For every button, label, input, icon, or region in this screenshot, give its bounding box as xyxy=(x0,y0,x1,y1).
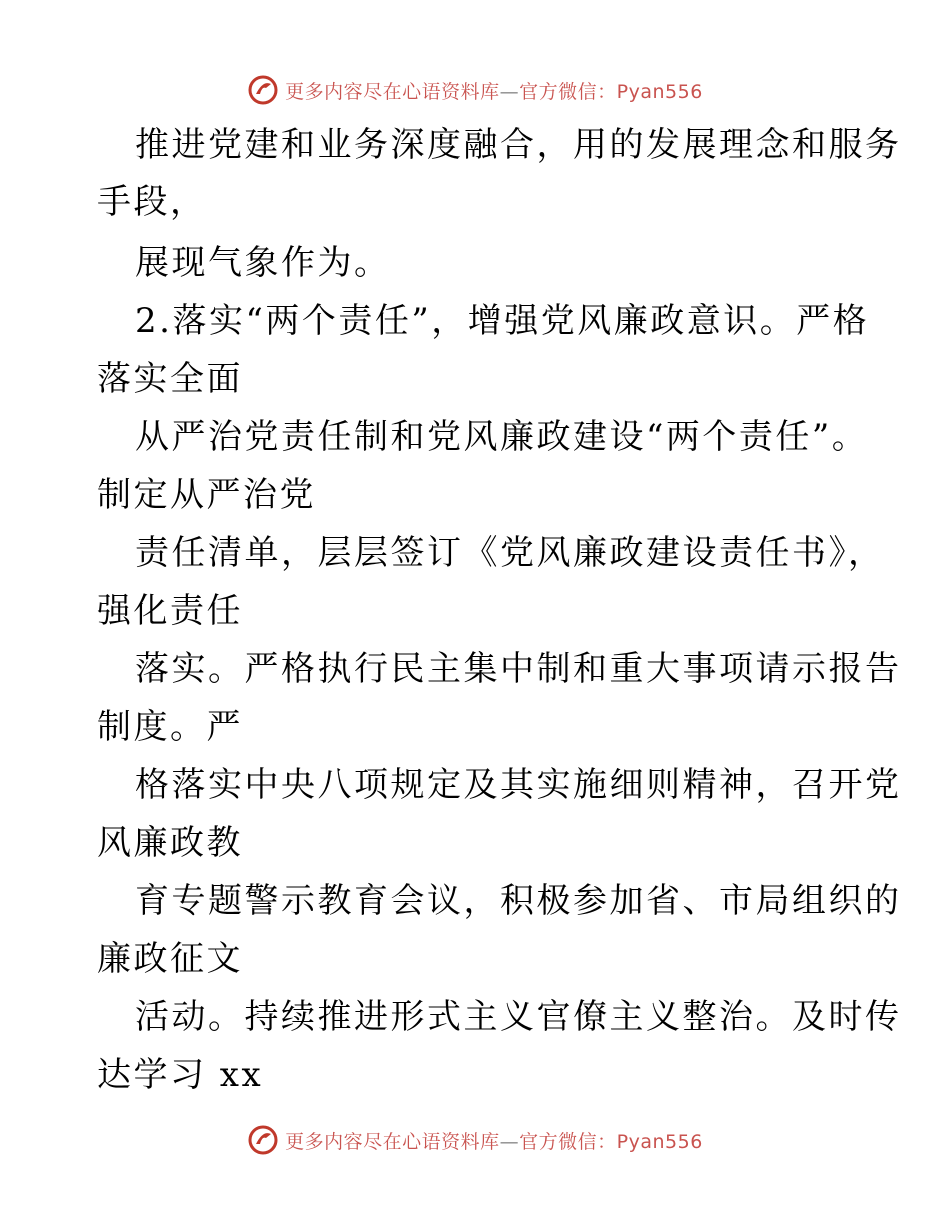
body-line: 育专题警示教育会议，积极参加省、市局组织的 xyxy=(135,881,902,921)
body-line: 2.落实“两个责任”，增强党风廉政意识。严格 xyxy=(135,301,870,341)
body-line: 廉政征文 xyxy=(97,939,243,979)
header-banner-wechat: 官方微信：Pyan556 xyxy=(519,80,703,103)
body-line: 落实全面 xyxy=(97,359,243,399)
body-line: 达学习 xx xyxy=(97,1055,264,1095)
body-line: 推进党建和业务深度融合，用的发展理念和服务 xyxy=(135,125,902,165)
body-line: 展现气象作为。 xyxy=(135,243,391,283)
footer-banner-text: 更多内容尽在心语资料库—官方微信：Pyan556 xyxy=(285,1130,703,1153)
body-line: 制度。严 xyxy=(97,707,243,747)
body-line: 责任清单，层层签订《党风廉政建设责任书》， xyxy=(135,533,885,573)
body-line: 从严治党责任制和党风廉政建设“两个责任”。 xyxy=(135,417,869,457)
body-line: 风廉政教 xyxy=(97,823,243,863)
header-banner xyxy=(0,70,950,110)
body-line: 手段， xyxy=(97,182,207,222)
header-banner-text: 更多内容尽在心语资料库—官方微信：Pyan556 xyxy=(285,80,703,103)
body-line: 强化责任 xyxy=(97,591,243,631)
logo-icon xyxy=(247,74,279,106)
logo-icon xyxy=(247,1124,279,1156)
footer-banner-wechat: 官方微信：Pyan556 xyxy=(519,1130,703,1153)
footer-banner-separator: — xyxy=(499,1130,520,1153)
body-line: 活动。持续推进形式主义官僚主义整治。及时传 xyxy=(135,997,902,1037)
body-line: 落实。严格执行民主集中制和重大事项请示报告 xyxy=(135,649,902,689)
header-banner-separator: — xyxy=(499,80,520,103)
body-line: 格落实中央八项规定及其实施细则精神，召开党 xyxy=(135,765,902,805)
body-line: 制定从严治党 xyxy=(97,475,316,515)
footer-banner xyxy=(0,1120,950,1160)
